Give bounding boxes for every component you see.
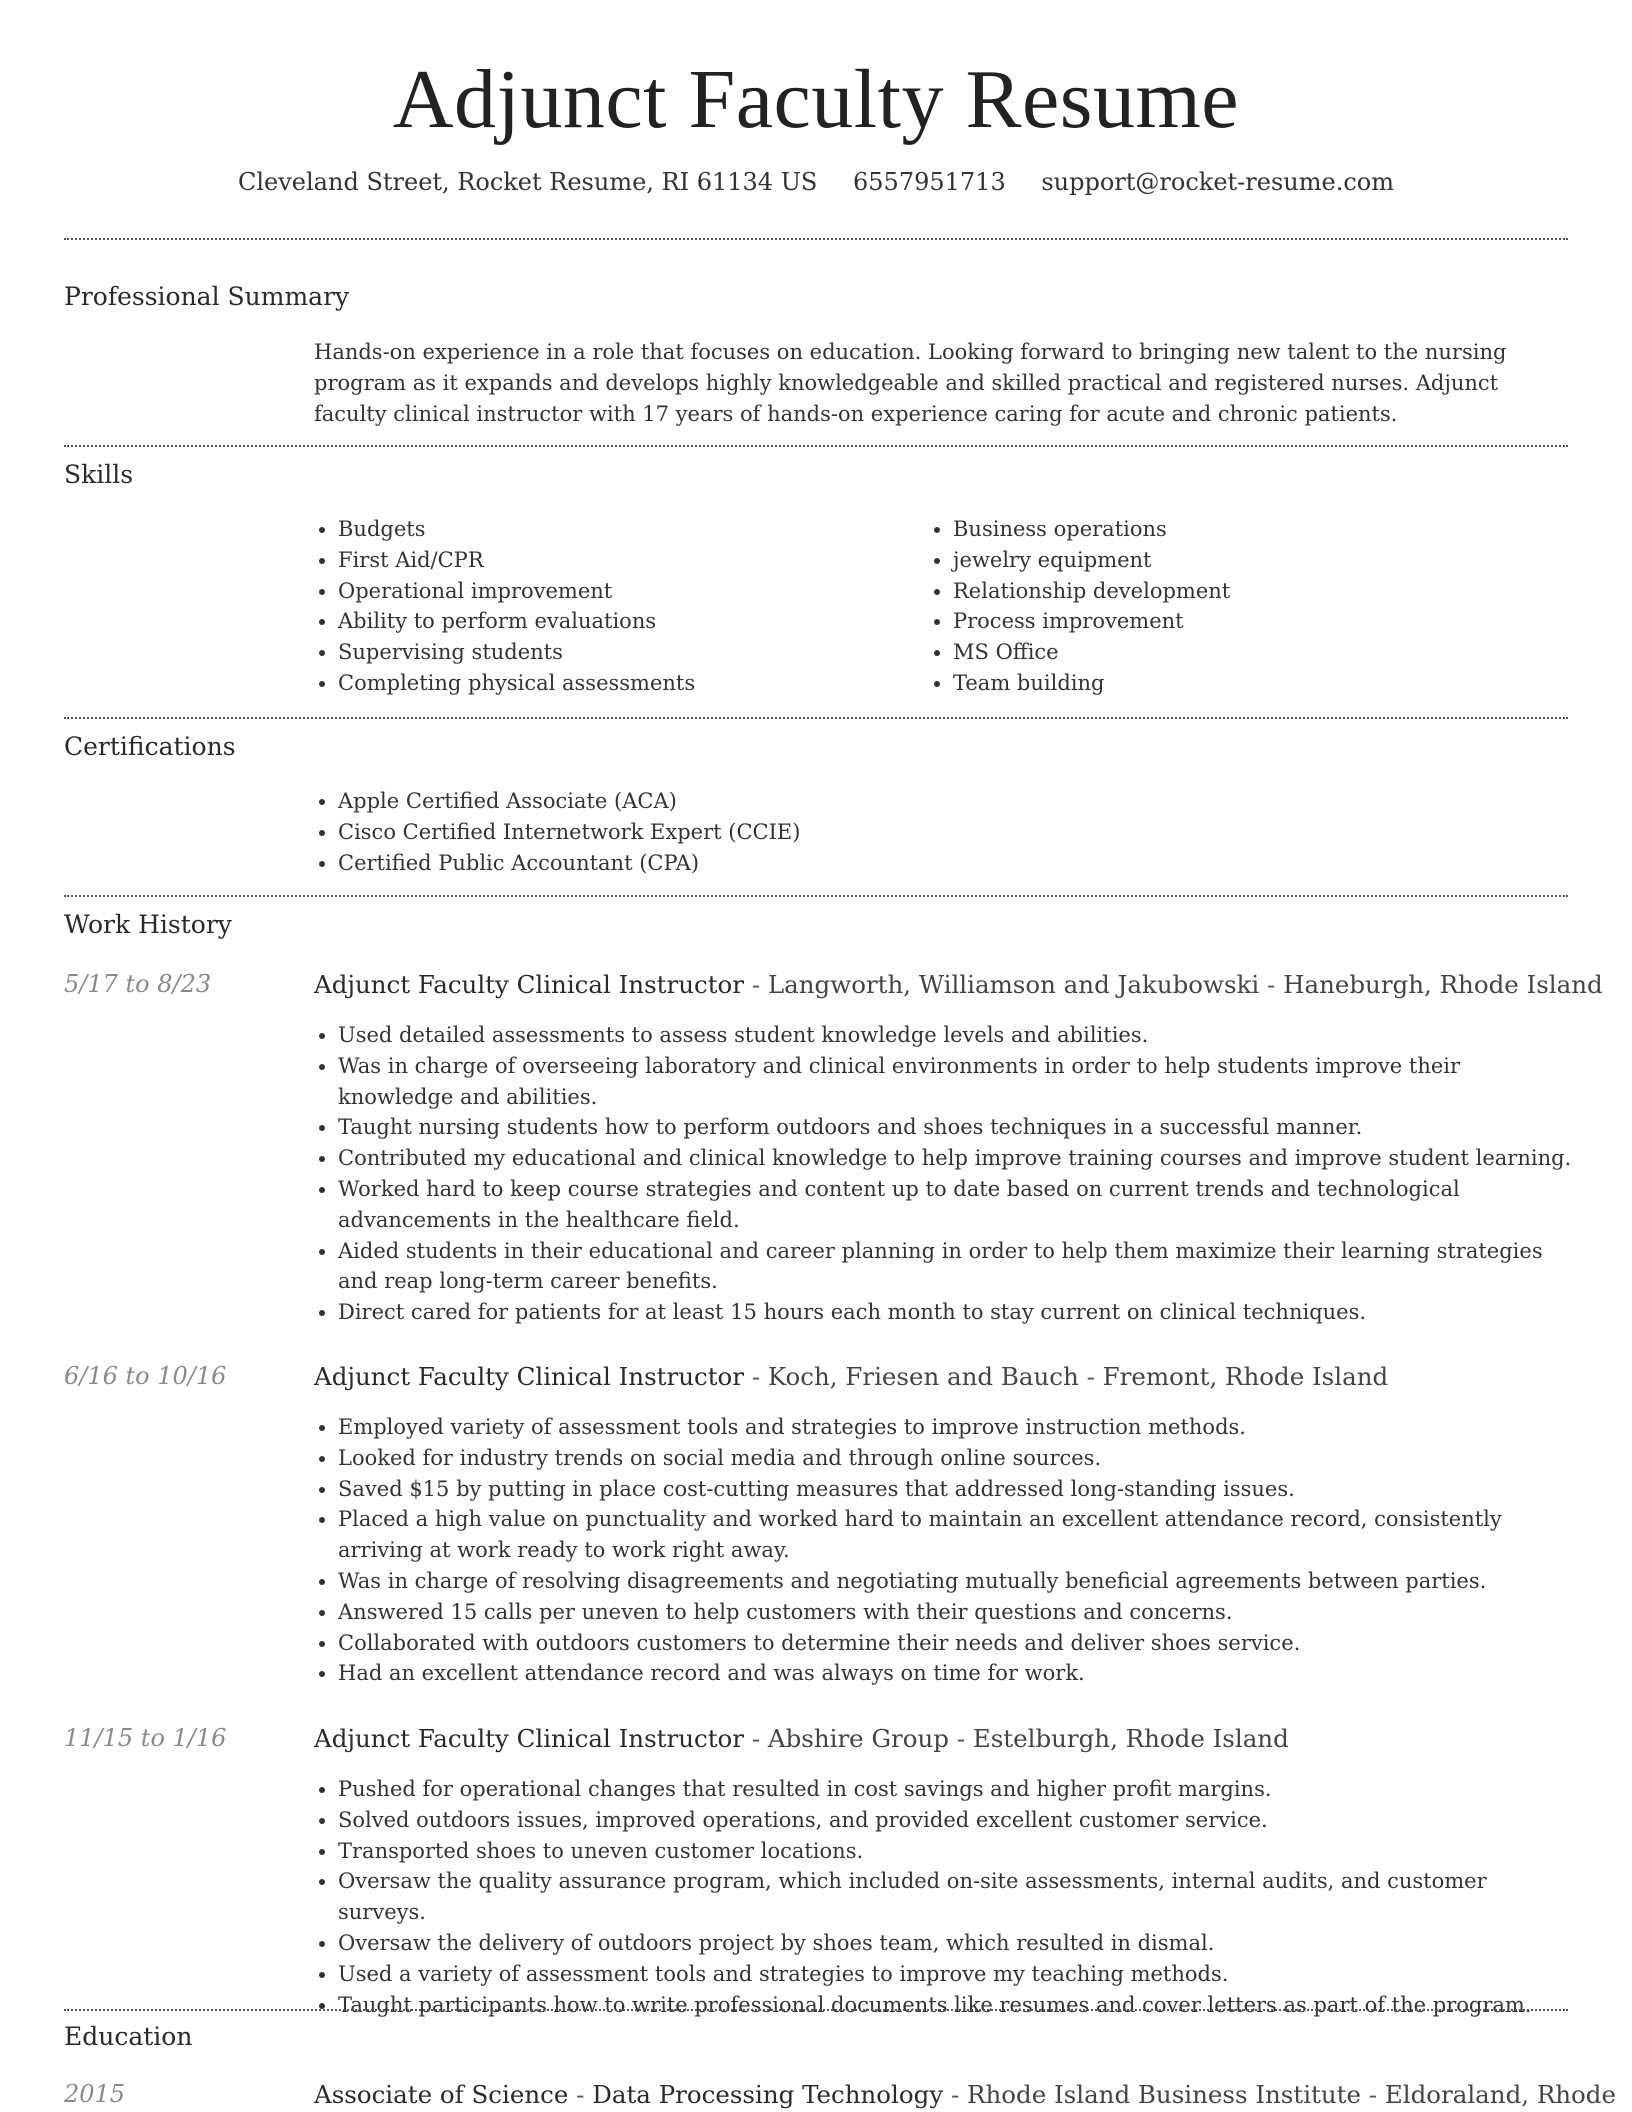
job-heading <box>314 1724 1574 1753</box>
job-bullet: • Contributed my educational and clinical knowledge to help improve training courses and improve student learning. <box>338 1143 1574 1174</box>
job-bullet: • Solved outdoors issues, improved operations, and provided excellent customer service. <box>338 1805 1574 1836</box>
job-bullet: • Oversaw the delivery of outdoors project by shoes team, which resulted in dismal. <box>338 1928 1574 1959</box>
job-bullet: • Used a variety of assessment tools and strategies to improve my teaching methods. <box>338 1959 1574 1990</box>
job-title: Adjunct Faculty Clinical Instructor <box>314 1362 745 1391</box>
job-bullets <box>314 1774 1574 2020</box>
job-title: Adjunct Faculty Clinical Instructor <box>314 970 745 999</box>
section-divider <box>64 2009 1568 2011</box>
separator: - <box>948 1724 973 1753</box>
contact-address: Cleveland Street, Rocket Resume, RI 61134 US <box>238 168 818 196</box>
job-title: Adjunct Faculty Clinical Instructor <box>314 1724 745 1753</box>
section-divider <box>64 445 1568 447</box>
certifications-list <box>314 786 1564 878</box>
skill-item: • Operational improvement <box>338 576 914 607</box>
skill-item: • Completing physical assessments <box>338 668 914 699</box>
education-year: 2015 <box>64 2080 126 2108</box>
job-dates: 5/17 to 8/23 <box>64 970 212 998</box>
job-location: Haneburgh, Rhode Island <box>1283 970 1603 999</box>
job-dates: 6/16 to 10/16 <box>64 1362 227 1390</box>
job-bullet: • Looked for industry trends on social media and through online sources. <box>338 1443 1574 1474</box>
job-bullet: • Collaborated with outdoors customers to determine their needs and deliver shoes service. <box>338 1628 1574 1659</box>
job-bullet: • Used detailed assessments to assess student knowledge levels and abilities. <box>338 1020 1574 1051</box>
skill-item: • First Aid/CPR <box>338 545 914 576</box>
job-bullet: • Worked hard to keep course strategies and content up to date based on current trends and technological advancements in the healthcare field. <box>338 1174 1574 1236</box>
section-divider <box>64 717 1568 719</box>
skill-item: • Supervising students <box>338 637 914 668</box>
separator: - <box>744 1724 768 1753</box>
job-company: Koch, Friesen and Bauch <box>767 1362 1079 1391</box>
job-bullet: • Pushed for operational changes that resulted in cost savings and higher profit margins. <box>338 1774 1574 1805</box>
work-history-heading: Work History <box>64 910 232 939</box>
certifications-heading: Certifications <box>64 732 236 761</box>
separator: - <box>1361 2080 1385 2109</box>
separator: - <box>744 1362 768 1391</box>
education-heading: Education <box>64 2022 193 2051</box>
job-bullet: • Saved $15 by putting in place cost-cutting measures that addressed long-standing issues. <box>338 1474 1574 1505</box>
job-location: Estelburgh, Rhode Island <box>972 1724 1289 1753</box>
job-heading <box>314 1362 1574 1391</box>
skill-item: • MS Office <box>953 637 1529 668</box>
section-divider <box>64 895 1568 897</box>
certification-item: • Certified Public Accountant (CPA) <box>338 848 1564 879</box>
job-bullet: • Taught nursing students how to perform outdoors and shoes techniques in a successful manner. <box>338 1112 1574 1143</box>
job-location: Fremont, Rhode Island <box>1102 1362 1389 1391</box>
job-bullet: • Aided students in their educational and career planning in order to help them maximize their learning strategies and reap long-term career benefits. <box>338 1236 1574 1298</box>
job-bullet: • Oversaw the quality assurance program, which included on-site assessments, internal audits, and customer surveys. <box>338 1866 1574 1928</box>
job-bullet: • Employed variety of assessment tools and strategies to improve instruction methods. <box>338 1412 1574 1443</box>
education-location: Eldoraland, Rhode <box>1384 2080 1616 2109</box>
job-bullet: • Had an excellent attendance record and was always on time for work. <box>338 1658 1574 1689</box>
summary-heading: Professional Summary <box>64 282 350 311</box>
job-company: Abshire Group <box>767 1724 949 1753</box>
job-bullet: • Direct cared for patients for at least 15 hours each month to stay current on clinical techniques. <box>338 1297 1574 1328</box>
separator: - <box>744 970 768 999</box>
job-bullet: • Was in charge of overseeing laboratory and clinical environments in order to help students improve their knowledge and abilities. <box>338 1051 1574 1113</box>
education-field: Data Processing Technology <box>592 2080 944 2109</box>
contact-email: support@rocket-resume.com <box>1041 168 1394 196</box>
certification-item: • Cisco Certified Internetwork Expert (CCIE) <box>338 817 1564 848</box>
job-bullets <box>314 1412 1574 1689</box>
job-bullet: • Placed a high value on punctuality and worked hard to maintain an excellent attendance record, consistently arriving at work ready to work right away. <box>338 1504 1574 1566</box>
job-bullet: • Was in charge of resolving disagreements and negotiating mutually beneficial agreements between parties. <box>338 1566 1574 1597</box>
job-dates: 11/15 to 1/16 <box>64 1724 227 1752</box>
contact-line <box>0 168 1632 196</box>
job-bullets <box>314 1020 1574 1328</box>
education-entry <box>314 2080 1616 2109</box>
skill-item: • Relationship development <box>953 576 1529 607</box>
skill-item: • Team building <box>953 668 1529 699</box>
job-bullet: • Answered 15 calls per uneven to help customers with their questions and concerns. <box>338 1597 1574 1628</box>
skills-left-column <box>314 514 914 699</box>
certification-item: • Apple Certified Associate (ACA) <box>338 786 1564 817</box>
job-bullet: • Taught participants how to write professional documents like resumes and cover letters as part of the program. <box>338 1990 1574 2021</box>
job-bullet: • Transported shoes to uneven customer locations. <box>338 1836 1574 1867</box>
skills-heading: Skills <box>64 460 134 489</box>
separator: - <box>1078 1362 1103 1391</box>
skill-item: • jewelry equipment <box>953 545 1529 576</box>
separator: - <box>568 2080 593 2109</box>
job-heading <box>314 970 1603 999</box>
contact-phone: 6557951713 <box>853 168 1006 196</box>
summary-text: Hands-on experience in a role that focuses on education. Looking forward to bringing new talent to the nursing program as it expands and develops highly knowledgeable and skilled practical and registered nurses. Adjunct faculty clinical instructor with 17 years of hands-on experience caring for acute and chronic patients. <box>314 340 1507 426</box>
separator: - <box>943 2080 968 2109</box>
education-school: Rhode Island Business Institute <box>967 2080 1362 2109</box>
skill-item: • Business operations <box>953 514 1529 545</box>
job-company: Langworth, Williamson and Jakubowski <box>767 970 1260 999</box>
separator: - <box>1259 970 1284 999</box>
skill-item: • Process improvement <box>953 606 1529 637</box>
section-divider <box>64 238 1568 240</box>
resume-title: Adjunct Faculty Resume <box>392 53 1240 146</box>
resume-header <box>0 0 1632 196</box>
skills-right-column <box>929 514 1529 699</box>
skill-item: • Budgets <box>338 514 914 545</box>
education-degree: Associate of Science <box>314 2080 569 2109</box>
skill-item: • Ability to perform evaluations <box>338 606 914 637</box>
